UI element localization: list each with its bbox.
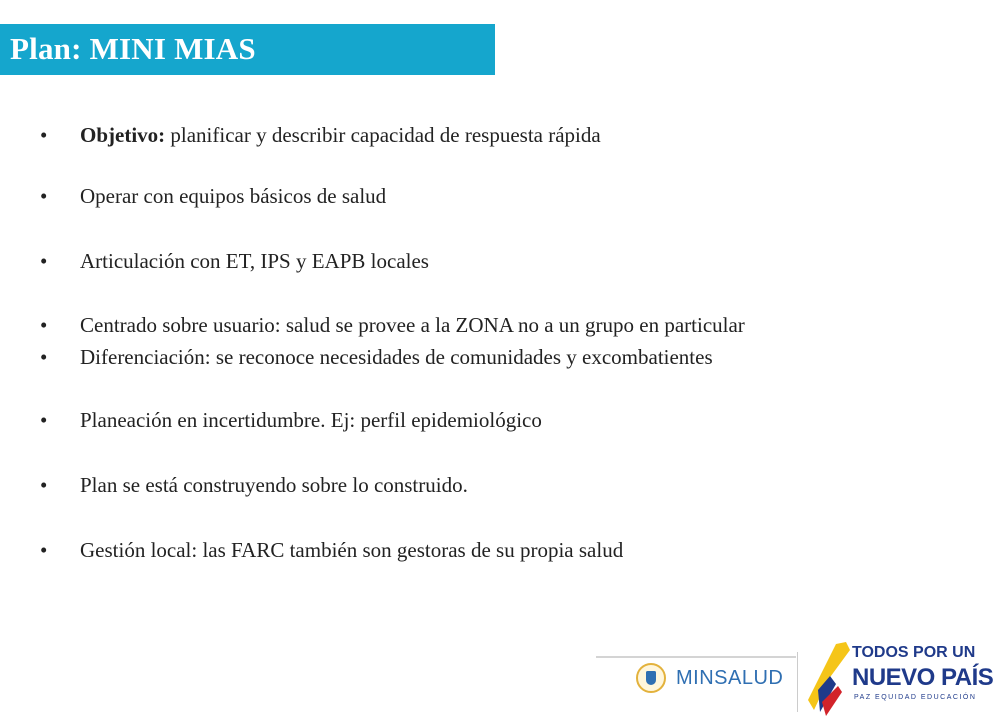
bullet-marker: • [40,184,48,208]
coat-of-arms-icon [636,663,666,693]
bullet-item-equipos [40,183,386,209]
bullet-bold-label: Objetivo: [80,123,166,147]
bullet-item-articulacion [40,248,429,274]
tpun-line-3: PAZ EQUIDAD EDUCACIÓN [854,694,977,701]
colombia-flag-icon [806,640,852,718]
bullet-text: Operar con equipos básicos de salud [80,184,387,208]
bullet-marker: • [40,538,48,562]
footer-divider-line [596,656,796,658]
bullet-item-plan [40,472,468,498]
bullet-item-planeacion [40,407,542,433]
bullet-marker: • [40,345,48,369]
minsalud-label: MINSALUD [676,667,784,689]
bullet-marker: • [40,313,48,337]
bullet-text: Plan se está construyendo sobre lo construido. [80,473,468,497]
bullet-item-centrado [40,312,745,338]
bullet-text: planificar y describir capacidad de respuesta rápida [165,123,601,147]
shield-icon [646,671,656,685]
bullet-marker: • [40,473,48,497]
logo-divider [797,652,798,712]
bullet-text: Diferenciación: se reconoce necesidades de comunidades y excombatientes [80,345,713,369]
bullet-text: Planeación en incertidumbre. Ej: perfil epidemiológico [80,408,542,432]
bullet-text: Gestión local: las FARC también son gestoras de su propia salud [80,538,624,562]
bullet-item-objetivo [40,122,601,148]
tpun-line-2: NUEVO PAÍS [852,664,993,691]
minsalud-logo [632,661,792,697]
bullet-item-gestion [40,537,623,563]
tpun-line-1: TODOS POR UN [852,644,976,661]
bullet-text: Centrado sobre usuario: salud se provee a la ZONA no a un grupo en particular [80,313,745,337]
bullet-marker: • [40,123,48,147]
bullet-marker: • [40,249,48,273]
bullet-marker: • [40,408,48,432]
todos-por-un-nuevo-pais-logo [806,640,993,718]
slide-title: Plan: MINI MIAS [10,31,256,66]
bullet-item-diferenciacion [40,344,713,370]
bullet-text: Articulación con ET, IPS y EAPB locales [80,249,429,273]
